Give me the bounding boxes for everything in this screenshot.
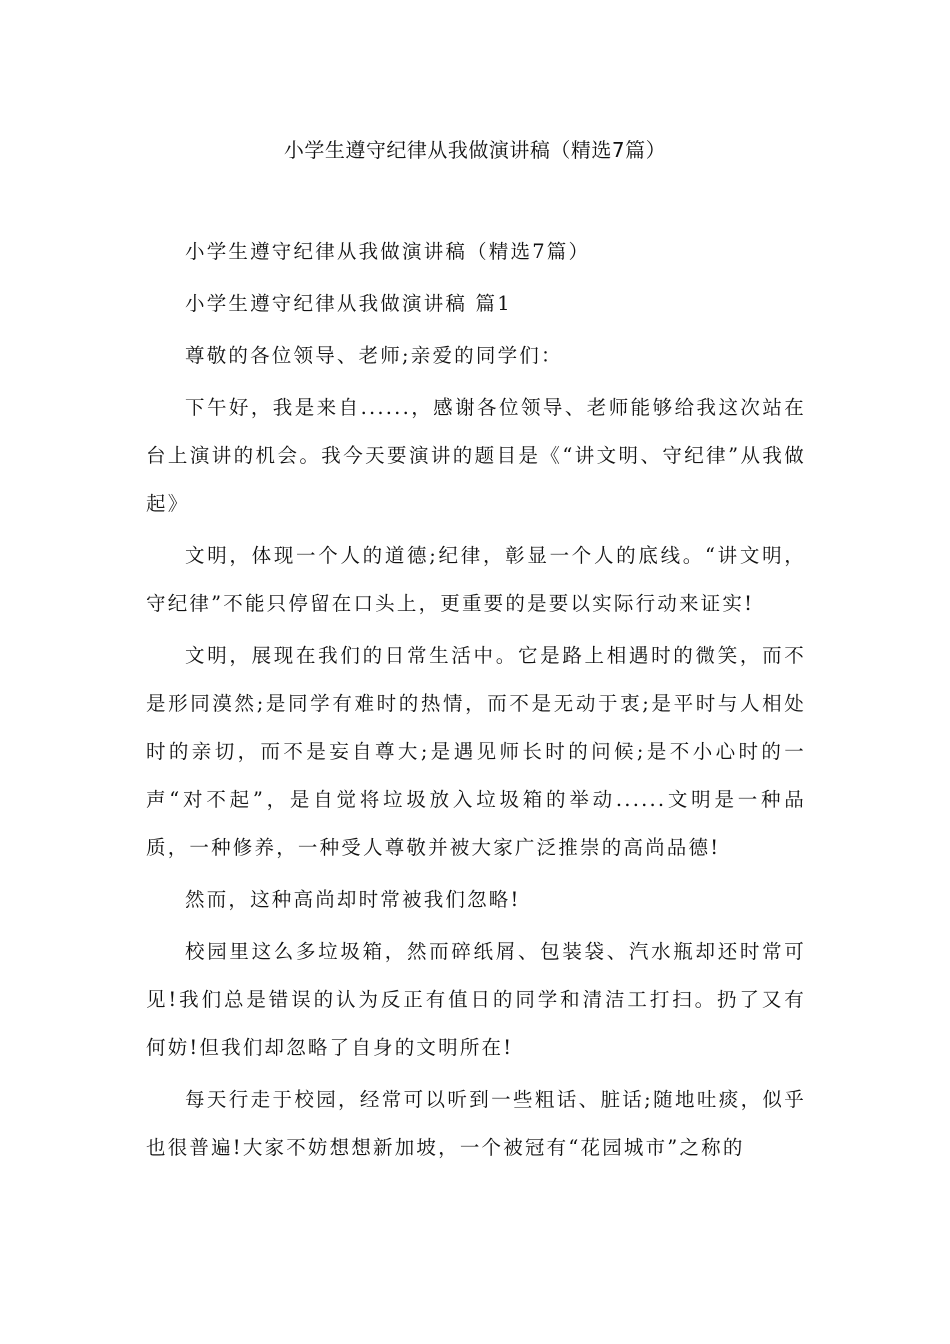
- paragraph-heading: 小学生遵守纪律从我做演讲稿（精选7篇）: [185, 240, 591, 263]
- paragraph-salutation: 尊敬的各位领导、老师;亲爱的同学们：: [185, 344, 563, 367]
- paragraph: 然而，这种高尚却时常被我们忽略!: [185, 888, 521, 911]
- paragraph: 文明，体现一个人的道德;纪律，彰显一个人的底线。“讲文明，守纪律”不能只停留在口头上，更重要的是要以实际行动来证实!: [146, 544, 806, 615]
- document-title: 小学生遵守纪律从我做演讲稿（精选7篇）: [283, 138, 667, 162]
- paragraph: 每天行走于校园，经常可以听到一些粗话、脏话;随地吐痰，似乎也很普遍!大家不妨想想新加坡，一个被冠有“花园城市”之称的: [146, 1088, 806, 1159]
- paragraph: 校园里这么多垃圾箱，然而碎纸屑、包装袋、汽水瓶却还时常可见!我们总是错误的认为反正有值日的同学和清洁工打扫。扔了又有何妨!但我们却忽略了自身的文明所在!: [146, 940, 806, 1059]
- document-body: [146, 228, 806, 1176]
- paragraph: 文明，展现在我们的日常生活中。它是路上相遇时的微笑，而不是形同漠然;是同学有难时的热情，而不是无动于衷;是平时与人相处时的亲切，而不是妄自尊大;是遇见师长时的问候;是不小心时的一声“对不起”，是自觉将垃圾放入垃圾箱的举动......文明是一种品质，一种修养，一种受人尊敬并被大家广泛推崇的高尚品德!: [146, 644, 806, 859]
- paragraph-section-title: 小学生遵守纪律从我做演讲稿 篇1: [185, 292, 512, 315]
- paragraph: 下午好，我是来自......，感谢各位领导、老师能够给我这次站在台上演讲的机会。我今天要演讲的题目是《“讲文明、守纪律”从我做起》: [146, 396, 806, 515]
